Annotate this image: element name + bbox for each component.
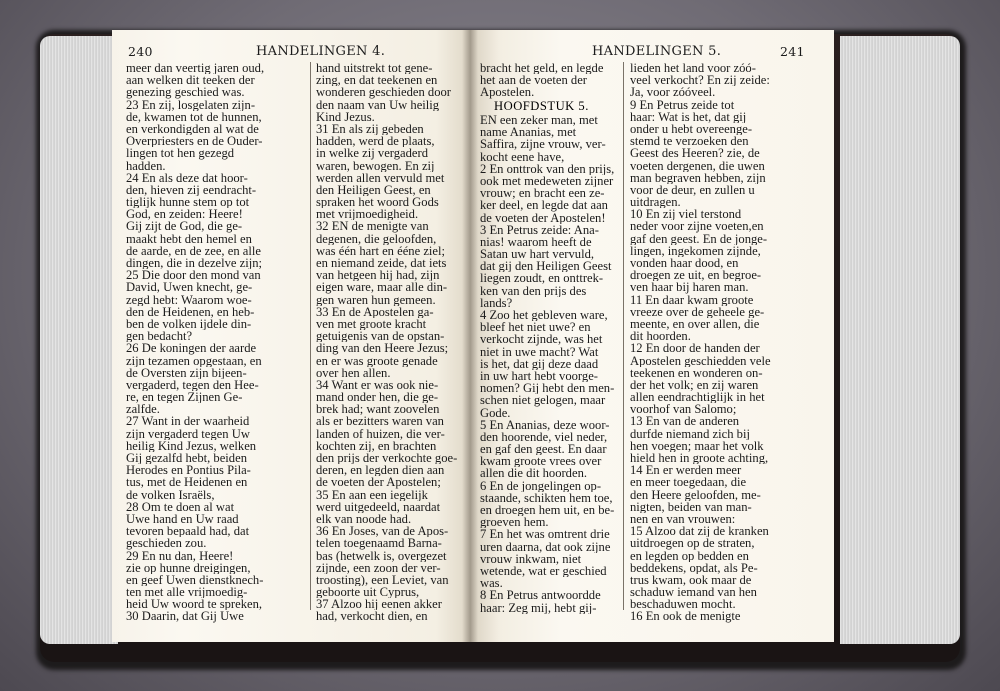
right-running-head: HANDELINGEN 5. — [592, 44, 722, 59]
text-line: telen toegenaamd Barna- — [316, 537, 442, 550]
text-line: der het volk; en zij waren — [630, 378, 759, 392]
text-line: dat gij den Heiligen Geest — [480, 260, 612, 273]
text-line: uitdragen. — [630, 196, 681, 209]
text-line: Kind Jezus. — [316, 110, 375, 123]
text-line: Saffira, zijne vrouw, ver- — [480, 138, 606, 151]
text-line: durfde niemand zich bij — [630, 427, 750, 440]
page-edges-left — [40, 36, 118, 644]
right-page-number: 241 — [780, 44, 805, 59]
text-line: ding van den Heere Jezus; — [316, 342, 449, 355]
text-line: gaf den geest. En de jonge- — [630, 232, 768, 245]
text-line: allen die dit hoorden. — [480, 467, 588, 480]
text-line: dingen, die in dezelve zijn; — [126, 257, 263, 270]
text-line: hand uitstrekt tot gene- — [316, 62, 433, 75]
text-line: den de Heidenen, en heb- — [126, 305, 255, 318]
left-page-number: 240 — [128, 44, 153, 59]
text-line: was. — [480, 577, 503, 590]
text-line: nen en van vrouwen: — [630, 512, 736, 526]
text-line: voor de deur, en zullen u — [630, 183, 755, 197]
text-line: spraken het woord Gods — [316, 196, 439, 209]
text-line: het aan de voeten der — [480, 74, 587, 87]
text-line: nomen? Gij hebt den men- — [480, 382, 615, 395]
text-line: en meer toegedaan, die — [630, 476, 747, 489]
text-line: niet in uwe macht? Wat — [480, 345, 599, 358]
text-line: schaduw iemand van hen — [630, 586, 757, 599]
text-line: David, Uwen knecht, ge- — [126, 281, 253, 294]
text-line: en gaf den geest. En daar — [480, 443, 607, 456]
text-line: degenen, die geloofden, — [316, 232, 437, 245]
text-line: als er bezitters waren van — [316, 415, 444, 428]
text-line: 6 En de jongelingen op- — [480, 479, 602, 492]
text-line: en legden op bedden en — [630, 549, 749, 562]
text-line: 27 Want in der waarheid — [126, 415, 250, 428]
text-line: ten met alle vrijmoedig- — [126, 586, 248, 599]
text-line: veel verkocht? En zij zeide: — [630, 74, 770, 87]
text-line: en er was groote genade — [316, 354, 438, 367]
text-line: wetende, wat er geschied — [480, 564, 607, 578]
right-page-column-1 — [480, 114, 620, 614]
text-line: 24 En als deze dat hoor- — [126, 171, 248, 184]
text-line: bas (hetwelk is, overgezet — [316, 549, 447, 562]
text-line: den Heiligen Geest, en — [316, 183, 431, 197]
text-line: de volken Israëls, — [126, 488, 215, 501]
text-line: de aarde, en de zee, en alle — [126, 244, 261, 257]
text-line: staande, schikten hem toe, — [480, 491, 613, 504]
column-rule-right — [623, 62, 624, 610]
text-line: 28 Om te doen al wat — [126, 500, 235, 513]
text-line: elk van noode had. — [316, 512, 412, 526]
text-line: 25 Die door den mond van — [126, 269, 261, 282]
text-line: werd uitgedeeld, naardat — [316, 500, 441, 513]
text-line: 34 Want er was ook nie- — [316, 378, 439, 392]
text-line: onder u hebt overeenge- — [630, 122, 753, 136]
text-line: droegen ze uit, en begroe- — [630, 269, 762, 282]
text-line: heid Uw woord te spreken, — [126, 598, 263, 611]
text-line: 5 En Ananias, deze woor- — [480, 418, 610, 431]
text-line: gen waren hun gemeen. — [316, 293, 436, 306]
text-line: 33 En de Apostelen ga- — [316, 305, 434, 318]
text-line: tiglijk hunne stem op tot — [126, 196, 250, 209]
text-line: tus, met de Heidenen en — [126, 476, 248, 489]
text-line: lingen tot hen gezegd — [126, 147, 235, 160]
text-line: dit hoorden. — [630, 330, 691, 343]
text-line: God, en zeiden: Heere! — [126, 208, 243, 221]
text-line: Gode. — [480, 406, 511, 419]
text-line: Herodes en Pontius Pila- — [126, 464, 251, 477]
text-line: ook met medeweten zijner — [480, 174, 614, 188]
right-page-column-2 — [630, 62, 826, 623]
text-line: 4 Zoo het gebleven ware, — [480, 309, 608, 322]
text-line: vergaderd, tegen den Hee- — [126, 378, 259, 392]
text-line: hadden. — [126, 159, 166, 172]
text-line: 9 En Petrus zeide tot — [630, 98, 735, 111]
text-line: uitdroegen op de straten, — [630, 537, 755, 550]
text-line: Gij gezalfd hebt, beiden — [126, 452, 247, 465]
text-line: waren, bewogen. En zij — [316, 159, 435, 172]
text-line: ben de volken ijdele din- — [126, 317, 252, 331]
text-line: Overpriesters en de Ouder- — [126, 135, 263, 148]
text-line: den prijs der verkochte goe- — [316, 452, 458, 465]
text-line: 30 Daarin, dat Gij Uwe — [126, 610, 244, 623]
text-line: 37 Alzoo hij eenen akker — [316, 598, 442, 611]
text-line: vrouw inkwam, niet — [480, 552, 582, 565]
text-line: lands? — [480, 296, 513, 309]
text-line: troosting), een Leviet, van — [316, 573, 449, 587]
text-line: 31 En als zij gebeden — [316, 122, 424, 136]
text-line: den hoorende, viel neder, — [480, 430, 608, 444]
text-line: hadden, werd de plaats, — [316, 135, 435, 148]
text-line: zing, en dat teekenen en — [316, 74, 438, 87]
text-line: genezing geschied was. — [126, 86, 245, 99]
text-line: was één hart en ééne ziel; — [316, 244, 446, 257]
text-line: beschaduwen mocht. — [630, 598, 736, 611]
text-line: zijn tezamen opgestaan, en — [126, 354, 262, 367]
left-running-head: HANDELINGEN 4. — [256, 44, 386, 59]
left-page-column-2 — [316, 62, 466, 623]
text-line: bleef het niet uwe? en — [480, 321, 591, 334]
text-line: 12 En door de handen der — [630, 342, 760, 355]
text-line: zie op hunne dreigingen, — [126, 561, 251, 574]
text-line: Geest des Heeren? zie, de — [630, 147, 760, 160]
text-line: 32 EN de menigte van — [316, 220, 429, 233]
text-line: en geef Uwen dienstknech- — [126, 573, 264, 587]
column-rule-left — [310, 62, 311, 610]
text-line: 13 En van de anderen — [630, 415, 740, 428]
text-line: neder voor zijne voeten,en — [630, 220, 764, 233]
text-line: 16 En ook de menigte — [630, 610, 741, 623]
text-line: bracht het geld, en legde — [480, 62, 604, 75]
text-line: vreeze over de geheele ge- — [630, 305, 765, 318]
text-line: met vrijmoedigheid. — [316, 208, 419, 221]
left-page-column-1 — [126, 62, 304, 623]
text-line: Gij zijt de God, die ge- — [126, 220, 243, 233]
text-line: in uw hart hebt voorge- — [480, 369, 598, 383]
text-line: werden allen vervuld met — [316, 171, 445, 184]
text-line: 8 En Petrus antwoordde — [480, 589, 601, 602]
text-line: haar: Wat is het, dat gij — [630, 110, 747, 123]
text-line: re, en tegen Zijnen Ge- — [126, 391, 243, 404]
text-line: nigten, beiden van man- — [630, 500, 752, 513]
text-line: Satan uw hart vervuld, — [480, 248, 595, 261]
text-line: zijnde, een zoon der ver- — [316, 561, 441, 574]
text-line: stemd te verzoeken den — [630, 135, 749, 148]
text-line: deren, en legden dien aan — [316, 464, 445, 477]
text-line: en verkondigden al wat de — [126, 122, 259, 136]
text-line: had, verkocht dien, en — [316, 610, 428, 623]
text-line: den naam van Uw heilig — [316, 98, 440, 111]
text-line: schen niet gelogen, maar — [480, 394, 606, 407]
text-line: uren daarna, dat ook zijne — [480, 540, 611, 553]
text-line: den, hieven zij eendracht- — [126, 183, 257, 197]
text-line: haar: Zeg mij, hebt gij- — [480, 601, 597, 614]
text-line: lieden het land voor zóó- — [630, 62, 756, 75]
text-line: groeven hem. — [480, 516, 549, 529]
text-line: 10 En zij viel terstond — [630, 208, 742, 221]
text-line: kocht eene have, — [480, 150, 565, 163]
text-line: en droegen hem uit, en be- — [480, 504, 615, 517]
text-line: teekenen en wonderen on- — [630, 366, 763, 379]
text-line: van hetgeen hij had, zijn — [316, 269, 440, 282]
text-line: tevoren bepaald had, dat — [126, 525, 250, 538]
text-line: de voeten der Apostelen; — [316, 476, 441, 489]
text-line: Apostelen geschiedden vele — [630, 354, 771, 367]
chapter-heading: HOOFDSTUK 5. — [494, 99, 589, 113]
text-line: meente, en over allen, die — [630, 317, 760, 331]
text-line: 29 En nu dan, Heere! — [126, 549, 234, 562]
text-line: hen voegen; maar het volk — [630, 439, 764, 452]
text-line: trus kwam, ook maar de — [630, 573, 752, 587]
text-line: 11 En daar kwam groote — [630, 293, 754, 306]
text-line: 23 En zij, losgelaten zijn- — [126, 98, 256, 111]
text-line: 14 En er werden meer — [630, 464, 742, 477]
text-line: hield hen in groote achting, — [630, 452, 769, 465]
text-line: kwam groote vrees over — [480, 455, 602, 468]
text-line: zalfde. — [126, 403, 160, 416]
text-line: mand onder hen, die ge- — [316, 391, 439, 404]
page-edges-right — [840, 36, 960, 644]
text-line: allen eendrachtiglijk in het — [630, 391, 765, 404]
text-line: vrouw; en bracht een ze- — [480, 187, 605, 200]
text-line: 15 Alzoo dat zij de kranken — [630, 525, 769, 538]
text-line: liegen zoudt, en onttrek- — [480, 272, 604, 285]
text-line: meer dan veertig jaren oud, — [126, 62, 265, 75]
text-line: beddekens, opdat, als Pe- — [630, 561, 758, 574]
text-line: 26 De koningen der aarde — [126, 342, 257, 355]
text-line: vonden haar dood, en — [630, 257, 739, 270]
text-line: geboorte uit Cyprus, — [316, 586, 420, 599]
text-line: de voeten der Apostelen! — [480, 211, 606, 224]
text-line: en niemand zeide, dat iets — [316, 257, 447, 270]
text-line: over hen allen. — [316, 366, 391, 379]
text-line: 3 En Petrus zeide: Ana- — [480, 223, 599, 236]
text-line: kochten zij, en brachten — [316, 439, 437, 452]
text-line: ken van den prijs des — [480, 284, 587, 297]
text-line: in welke zij vergaderd — [316, 147, 429, 160]
text-line: wonderen geschieden door — [316, 86, 451, 99]
text-line: zegd hebt: Waarom woe- — [126, 293, 252, 306]
text-line: brek had; want zoovelen — [316, 403, 440, 416]
text-line: de Oversten zijn bijeen- — [126, 366, 247, 379]
text-line: is het, dat gij deze daad — [480, 357, 599, 370]
text-line: ker deel, en legde dat aan — [480, 199, 608, 212]
text-line: maakt hebt den hemel en — [126, 232, 252, 245]
text-line: Uwe hand en Uw raad — [126, 512, 239, 526]
text-line: getuigenis van de opstan- — [316, 330, 445, 343]
text-line: nias! waarom heeft de — [480, 235, 592, 249]
right-page-column-1-top — [480, 62, 620, 99]
text-line: verkocht zijnde, was het — [480, 333, 603, 346]
text-line: 2 En onttrok van den prijs, — [480, 162, 615, 175]
text-line: heilig Kind Jezus, welken — [126, 439, 257, 452]
text-line: aan welken dit teeken der — [126, 74, 255, 87]
text-line: 7 En het was omtrent drie — [480, 528, 610, 541]
text-line: landen of huizen, die ver- — [316, 427, 445, 440]
text-line: 36 En Joses, van de Apos- — [316, 525, 449, 538]
text-line: eigen ware, maar alle din- — [316, 281, 448, 294]
text-line: zijn vergaderd tegen Uw — [126, 427, 250, 440]
text-line: de, kwamen tot de hunnen, — [126, 110, 262, 123]
text-line: geschieden zou. — [126, 537, 207, 550]
text-line: lingen, ingekomen zijnde, — [630, 244, 761, 257]
text-line: EN een zeker man, met — [480, 114, 598, 127]
text-line: 35 En aan een iegelijk — [316, 488, 428, 501]
text-line: voorhof van Salomo; — [630, 403, 737, 416]
text-line: den Heere geloofden, me- — [630, 488, 761, 501]
text-line: ven met groote kracht — [316, 317, 427, 331]
text-line: ven haar bij haren man. — [630, 281, 749, 294]
text-line: Ja, voor zóóveel. — [630, 86, 716, 99]
text-line: gen bedacht? — [126, 330, 193, 343]
text-line: voeten dergenen, die uwen — [630, 159, 765, 172]
text-line: Apostelen. — [480, 86, 535, 99]
text-line: man begraven hebben, zijn — [630, 171, 766, 184]
text-line: name Ananias, met — [480, 126, 577, 139]
